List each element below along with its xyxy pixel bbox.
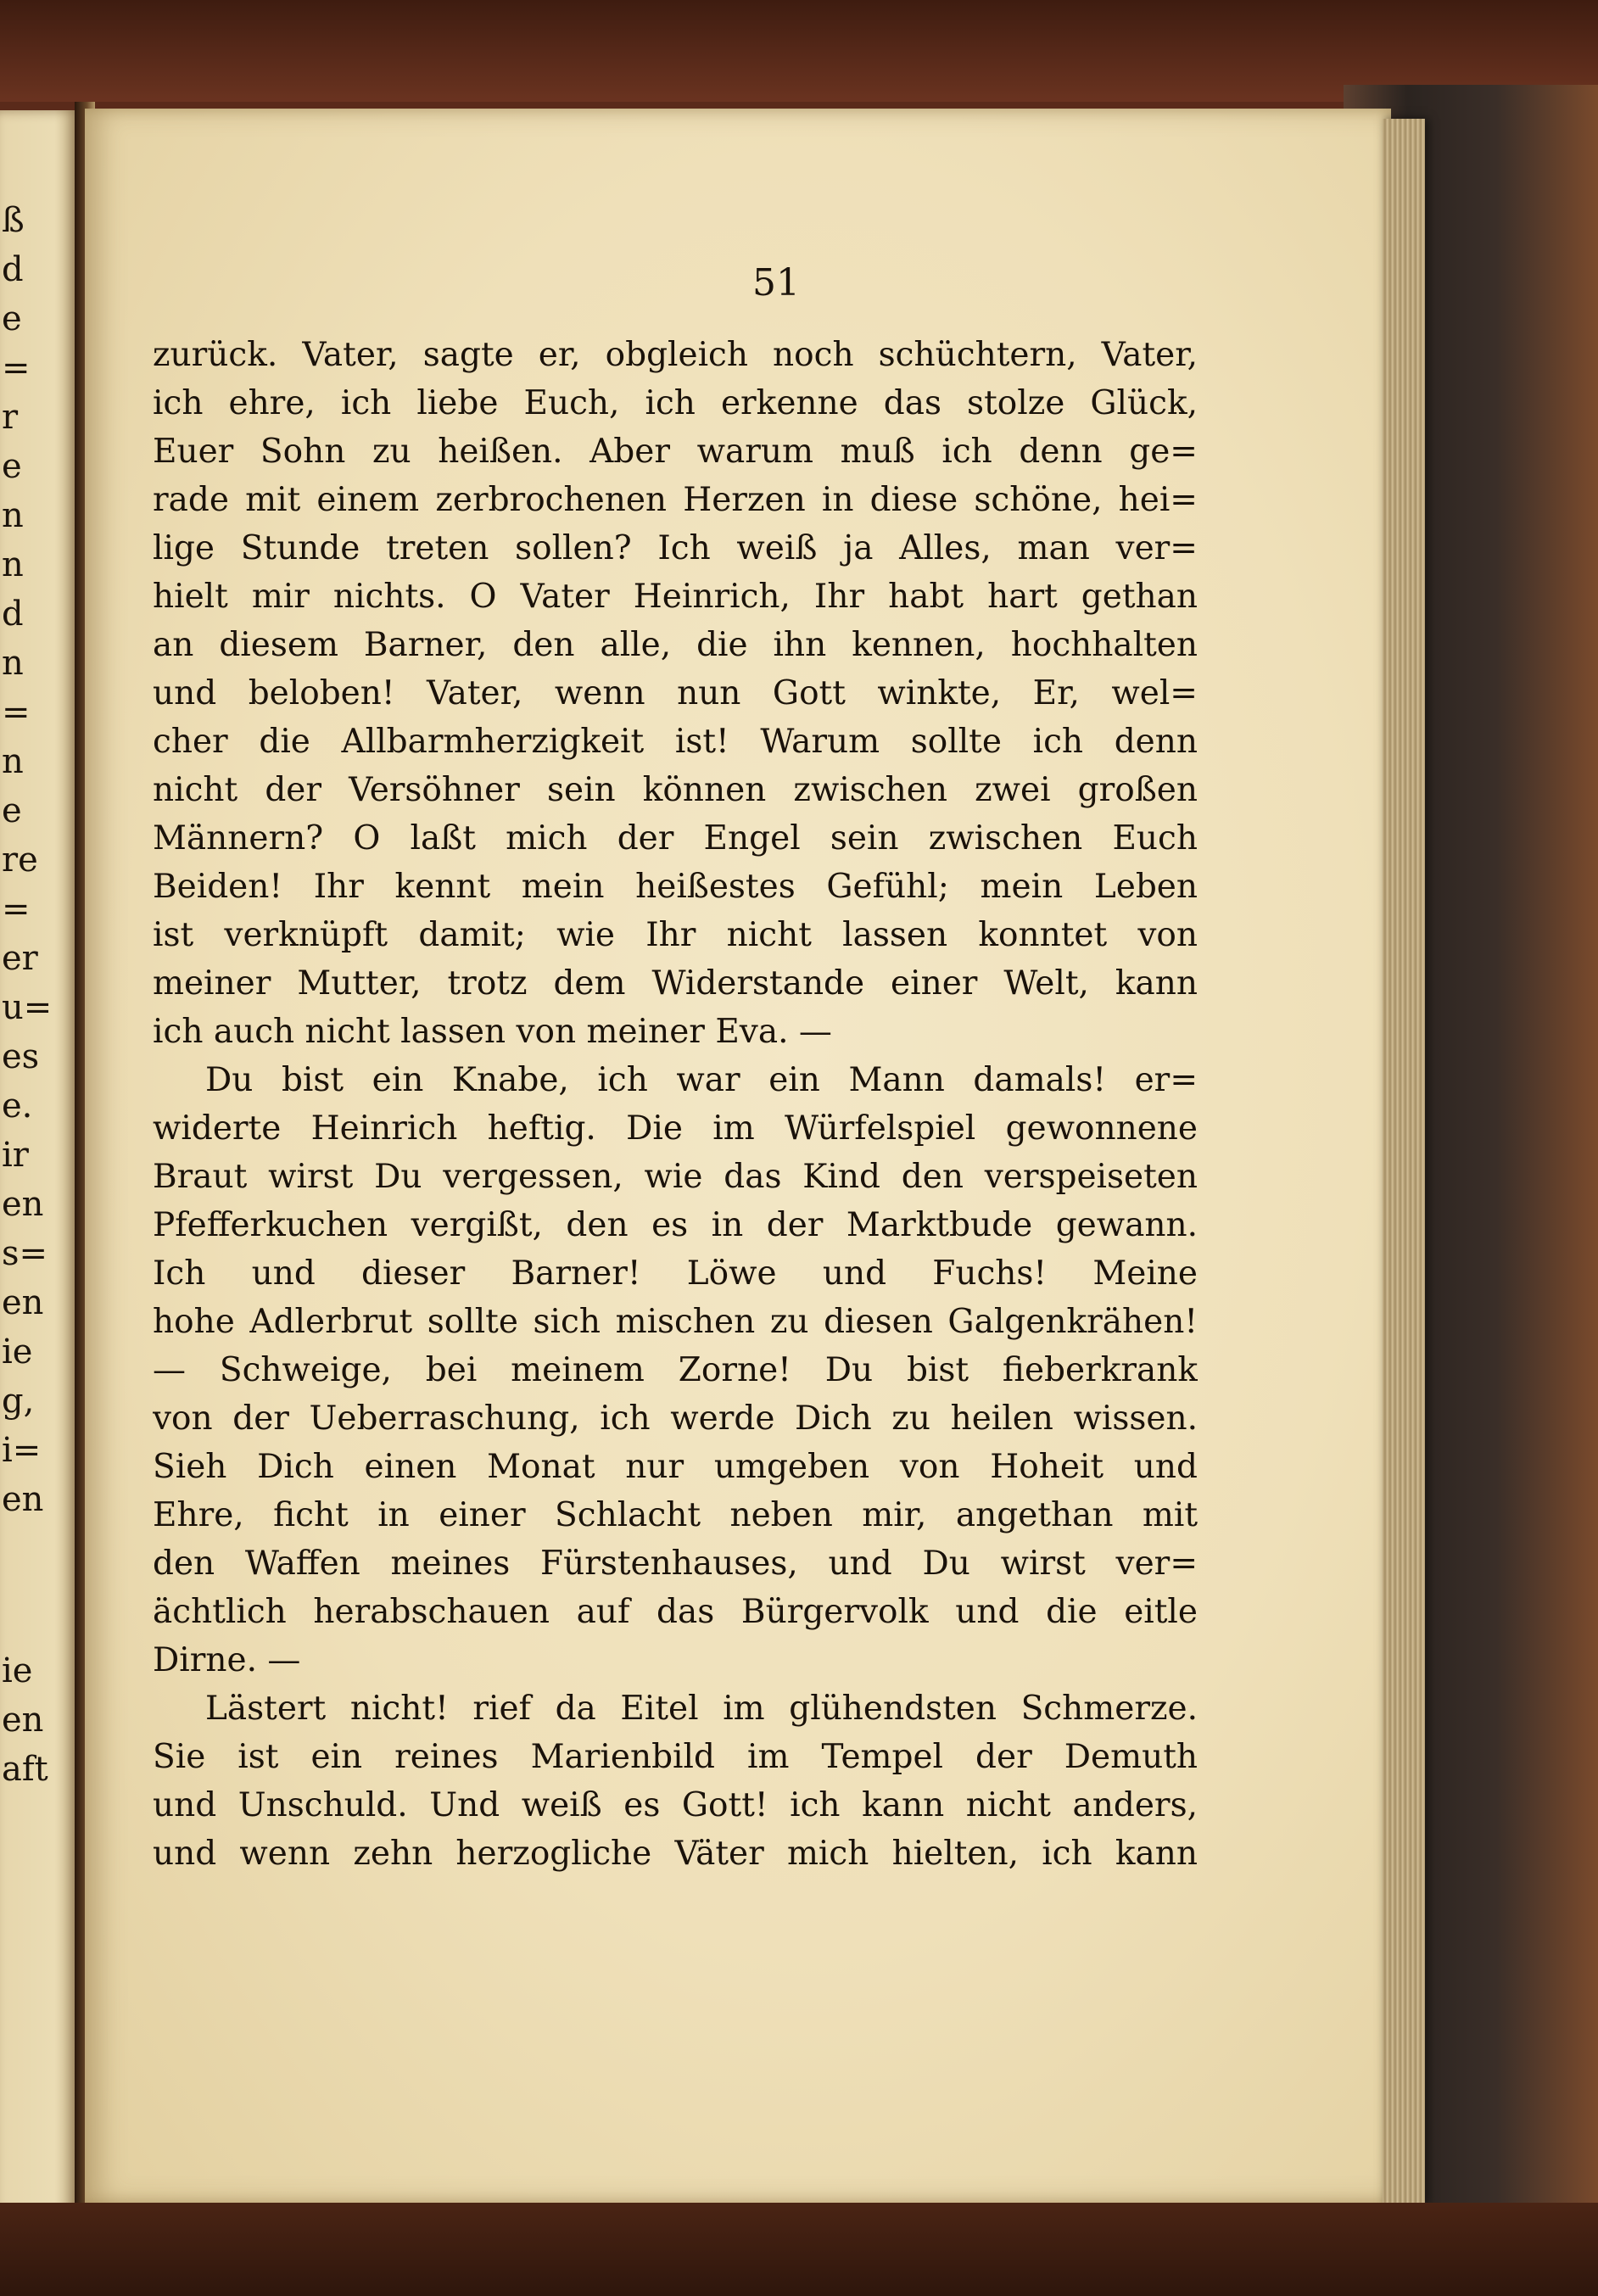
text-line: cher die Allbarmherzigkeit ist! Warum sollte ich denn (153, 723, 1198, 761)
text-line: zurück. Vater, sagte er, obgleich noch schüchtern, Vater, (153, 336, 1198, 374)
text-line: und Unschuld. Und weiß es Gott! ich kann nicht anders, (153, 1786, 1198, 1824)
backdrop-bottom (0, 2203, 1598, 2296)
text-line: Ich und dieser Barner! Löwe und Fuchs! Meine (153, 1254, 1198, 1293)
paragraph-end-line: Dirne. — (153, 1641, 301, 1679)
text-line: ist verknüpft damit; wie Ihr nicht lassen konntet von (153, 916, 1198, 954)
page-number: 51 (752, 261, 800, 304)
page-body (153, 331, 1198, 1878)
paragraph-start-line: Du bist ein Knabe, ich war ein Mann damals! er= (205, 1061, 1198, 1099)
text-line: Euer Sohn zu heißen. Aber warum muß ich denn ge= (153, 433, 1198, 471)
text-line: Beiden! Ihr kennt mein heißestes Gefühl; mein Leben (153, 868, 1198, 906)
text-line: Sieh Dich einen Monat nur umgeben von Hoheit und (153, 1448, 1198, 1486)
text-line: lige Stunde treten sollen? Ich weiß ja Alles, man ver= (153, 529, 1198, 567)
previous-page-fragment: er (2, 939, 38, 978)
previous-page-fragment: s= (2, 1234, 48, 1273)
previous-page-fragment: ß (2, 201, 25, 240)
text-line: hohe Adlerbrut sollte sich mischen zu diesen Galgenkrähen! (153, 1303, 1198, 1341)
previous-page-fragment: ie (2, 1332, 33, 1371)
text-line: Männern? O laßt mich der Engel sein zwischen Euch (153, 819, 1198, 858)
text-line: Braut wirst Du vergessen, wie das Kind den verspeiseten (153, 1158, 1198, 1196)
previous-page-fragment: g, (2, 1382, 35, 1421)
text-line: den Waffen meines Fürstenhauses, und Du wirst ver= (153, 1545, 1198, 1583)
previous-page-fragment: e (2, 447, 22, 486)
previous-page-fragment: r (2, 398, 19, 437)
previous-page-fragment: u= (2, 988, 53, 1027)
previous-page-fragment: e (2, 299, 22, 338)
previous-page-fragment: en (2, 1480, 44, 1519)
previous-page-fragment: n (2, 496, 24, 535)
previous-page-fragment: n (2, 644, 24, 683)
text-line: und beloben! Vater, wenn nun Gott winkte, Er, wel= (153, 674, 1198, 712)
text-line: und wenn zehn herzogliche Väter mich hielten, ich kann (153, 1835, 1198, 1873)
previous-page-fragment: n (2, 545, 24, 584)
previous-page-fragment: es (2, 1037, 40, 1076)
previous-page-fragment: = (2, 349, 31, 388)
previous-page-fragment: = (2, 693, 31, 732)
text-line: ächtlich herabschauen auf das Bürgervolk und die eitle (153, 1593, 1198, 1631)
text-line: — Schweige, bei meinem Zorne! Du bist fieberkrank (153, 1351, 1198, 1389)
paragraph-end-line: ich auch nicht lassen von meiner Eva. — (153, 1013, 832, 1051)
text-line: Pfefferkuchen vergißt, den es in der Marktbude gewann. (153, 1206, 1198, 1244)
text-line: von der Ueberraschung, ich werde Dich zu heilen wissen. (153, 1399, 1198, 1438)
previous-page-fragment: ie (2, 1651, 33, 1690)
paragraph-start-line: Lästert nicht! rief da Eitel im glühendsten Schmerze. (205, 1690, 1198, 1728)
page-block-edge (1383, 119, 1425, 2205)
previous-page-fragment: en (2, 1701, 44, 1740)
previous-page-fragment: en (2, 1185, 44, 1224)
book-page (85, 109, 1391, 2204)
text-line: Ehre, ficht in einer Schlacht neben mir, angethan mit (153, 1496, 1198, 1534)
text-line: rade mit einem zerbrochenen Herzen in diese schöne, hei= (153, 481, 1198, 519)
previous-page-fragment: re (2, 841, 38, 880)
text-line: widerte Heinrich heftig. Die im Würfelspiel gewonnene (153, 1109, 1198, 1148)
text-line: meiner Mutter, trotz dem Widerstande einer Welt, kann (153, 964, 1198, 1003)
previous-page-fragment: e. (2, 1087, 33, 1126)
previous-page-fragment: = (2, 890, 31, 929)
previous-page-fragment: d (2, 595, 24, 634)
previous-page-fragment: d (2, 250, 24, 289)
previous-page-fragment: en (2, 1283, 44, 1322)
previous-page-fragment: i= (2, 1431, 42, 1470)
text-line: nicht der Versöhner sein können zwischen zwei großen (153, 771, 1198, 809)
text-line: an diesem Barner, den alle, die ihn kennen, hochhalten (153, 626, 1198, 664)
text-line: hielt mir nichts. O Vater Heinrich, Ihr habt hart gethan (153, 578, 1198, 616)
text-line: Sie ist ein reines Marienbild im Tempel der Demuth (153, 1738, 1198, 1776)
text-line: ich ehre, ich liebe Euch, ich erkenne das stolze Glück, (153, 384, 1198, 422)
previous-page-fragment: ir (2, 1136, 29, 1175)
previous-page-edge (0, 110, 78, 2214)
previous-page-fragment: e (2, 791, 22, 830)
previous-page-fragment: aft (2, 1750, 48, 1789)
previous-page-fragment: n (2, 742, 24, 781)
